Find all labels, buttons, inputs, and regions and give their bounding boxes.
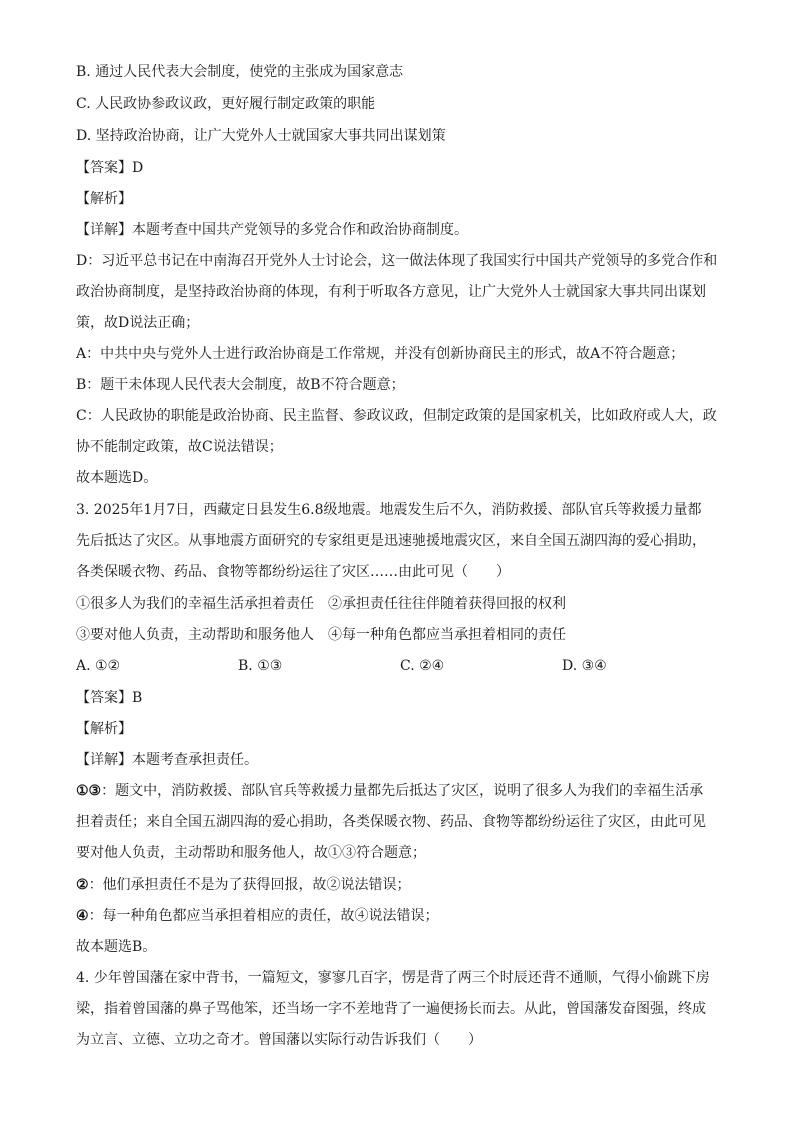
- q3-option-b: B. ①③: [238, 658, 283, 674]
- q2-explain-line: C：人民政协的职能是政治协商、民主监督、参政议政，但制定政策的是国家机关，比如政府或人大，政: [76, 408, 717, 424]
- q3-option-a: A. ①②: [76, 658, 121, 674]
- q3-stem-line: 3. 2025年1月7日，西藏定日县发生6.8级地震。地震发生后不久，消防救援、部队官兵等救援力量都: [76, 502, 702, 518]
- q3-explain-text: ：他们承担责任不是为了获得回报，故②说法错误；: [88, 877, 411, 893]
- q2-conclusion: 故本题选D。: [76, 470, 158, 486]
- q3-explain-text: ：题文中，消防救援、部队官兵等救援力量都先后抵达了灾区，说明了很多人为我们的幸福生活承: [101, 783, 704, 799]
- q4-stem-line: 为立言、立德、立功之奇才。曾国藩以实际行动告诉我们（ ）: [76, 1032, 482, 1048]
- q3-explain-line: 要对他人负责，主动帮助和服务他人，故①③符合题意；: [76, 845, 426, 861]
- q3-option-c: C. ②④: [400, 658, 445, 674]
- q3-explain-13-label: ①③: [76, 783, 102, 799]
- q2-explain-line: 政治协商制度，是坚持政治协商的体现，有利于听取各方意见，让广大党外人士就国家大事共同出谋划: [76, 284, 706, 300]
- q3-option-d: D. ③④: [562, 658, 607, 674]
- q3-explain-line: [76, 781, 703, 801]
- q2-explain-line: 协不能制定政策，故C说法错误；: [76, 439, 283, 455]
- q2-explain-line: B：题干未体现人民代表大会制度，故B不符合题意；: [76, 377, 405, 393]
- q2-option-c: C. 人民政协参政议政，更好履行制定政策的职能: [76, 96, 376, 112]
- q2-explain-line: 策，故D说法正确；: [76, 315, 200, 331]
- q2-explain-line: D：习近平总书记在中南海召开党外人士讨论会，这一做法体现了我国实行中国共产党领导的多党合作和: [76, 253, 718, 269]
- q3-explain-line: 担着责任；来自全国五湖四海的爱心捐助，各类保暖衣物、药品、食物等都纷纷运往了灾区，由此可见: [76, 814, 706, 830]
- q3-statement-line: ③要对他人负责，主动帮助和服务他人 ④每一种角色都应当承担着相同的责任: [76, 627, 566, 643]
- q3-conclusion: 故本题选B。: [76, 939, 157, 955]
- q3-explain-4-label: ④: [76, 908, 89, 924]
- q2-answer: 【答案】D: [76, 160, 144, 176]
- q3-explain-text: ：每一种角色都应当承担着相应的责任，故④说法错误；: [88, 908, 439, 924]
- q3-statement-line: ①很多人为我们的幸福生活承担着责任 ②承担责任往往伴随着获得回报的权利: [76, 596, 566, 612]
- q2-detail: 【详解】本题考查中国共产党领导的多党合作和政治协商制度。: [76, 222, 468, 238]
- q3-stem-line: 各类保暖衣物、药品、食物等都纷纷运往了灾区……由此可见（ ）: [76, 564, 510, 580]
- q2-explain-line: A：中共中央与党外人士进行政治协商是工作常规，并没有创新协商民主的形式，故A不符合题意；: [76, 346, 685, 362]
- q3-explain-2-label: ②: [76, 877, 89, 893]
- q2-analysis-label: 【解析】: [76, 191, 132, 207]
- q2-option-d: D. 坚持政治协商，让广大党外人士就国家大事共同出谋划策: [76, 128, 446, 144]
- q3-options: [76, 656, 716, 676]
- q4-stem-line: 4. 少年曾国藩在家中背书，一篇短文，寥寥几百字，愣是背了两三个时辰还背不通顺，气得小偷跳下房: [76, 970, 710, 986]
- q3-detail: 【详解】本题考查承担责任。: [76, 752, 258, 768]
- q3-explain-line: [76, 875, 411, 895]
- q3-stem-line: 先后抵达了灾区。从事地震方面研究的专家组更是迅速驰援地震灾区，来自全国五湖四海的爱心捐助，: [76, 533, 706, 549]
- q4-stem-line: 梁，指着曾国藩的鼻子骂他笨，还当场一字不差地背了一遍便扬长而去。从此，曾国藩发奋图强，终成: [76, 1001, 706, 1017]
- q2-option-b: B. 通过人民代表大会制度，使党的主张成为国家意志: [76, 64, 404, 80]
- q3-explain-line: [76, 906, 439, 926]
- q3-analysis-label: 【解析】: [76, 721, 132, 737]
- q3-answer: 【答案】B: [76, 690, 143, 706]
